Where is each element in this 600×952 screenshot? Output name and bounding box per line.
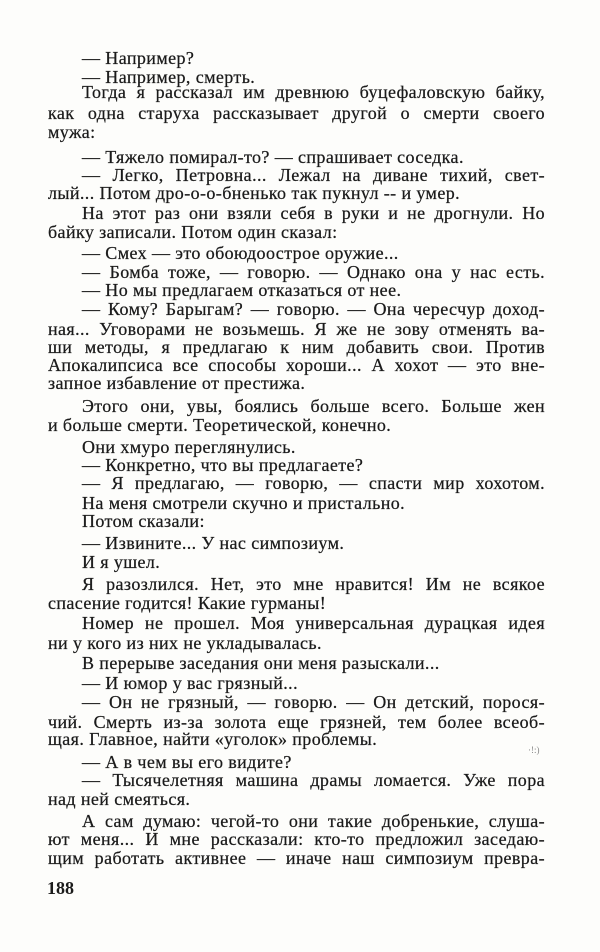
text-line: ши методы, я предлагаю к ним добавить свои. Против — [48, 337, 545, 357]
text-line: щая. Главное, найти «уголок» проблемы. — [48, 729, 378, 749]
text-line: — Извините... У нас симпозиум. — [82, 533, 345, 553]
text-line: чий. Смерть из-за золота еще грязней, тем более всеоб- — [48, 712, 545, 732]
text-line: как одна старуха рассказывает другой о смерти своего — [48, 103, 545, 123]
text-line: — Например? — [82, 48, 195, 68]
text-line: ни у кого из них не укладывалась. — [48, 633, 322, 653]
text-line: На этот раз они взяли себя в руки и не дрогнули. Но — [82, 203, 545, 223]
text-line: В перерыве заседания они меня разыскали... — [82, 653, 440, 673]
text-line: байку записали. Потом один сказал: — [48, 222, 338, 242]
text-line: — Кому? Барыгам? — говорю. — Она чересчур доход- — [82, 299, 545, 319]
text-line: Апокалипсиса все способы хороши... А хохот — это вне- — [48, 355, 545, 375]
text-line: мужа: — [48, 122, 96, 142]
text-line: щим работать активнее — иначе наш симпозиум превра- — [48, 848, 545, 868]
text-line: Номер не прошел. Моя универсальная дурацкая идея — [82, 613, 545, 633]
text-line: А сам думаю: чегой-то они такие добренькие, слуша- — [82, 811, 545, 831]
page-number: 188 — [47, 878, 74, 898]
text-line: — Конкретно, что вы предлагаете? — [82, 455, 364, 475]
text-line: — Например, смерть. — [82, 67, 256, 87]
text-line: запное избавление от престижа. — [48, 373, 306, 393]
text-line: спасение годится! Какие гурманы! — [48, 593, 327, 613]
text-line: над ней смеяться. — [48, 789, 191, 809]
text-line: И я ушел. — [82, 552, 161, 572]
text-line: — Он не грязный, — говорю. — Он детский, порося- — [82, 692, 545, 712]
text-line: На меня смотрели скучно и пристально. — [82, 493, 406, 513]
text-line: лый... Потом дро-о-о-бненько так пукнул -- и умер. — [48, 183, 461, 203]
text-line: — И юмор у вас грязный... — [82, 673, 298, 693]
text-line: ная... Уговорами не возьмешь. Я же не зову отменять ва- — [48, 319, 545, 339]
text-line: — Я предлагаю, — говорю, — спасти мир хохотом. — [82, 473, 545, 493]
text-line: — Смех — это обоюдоострое оружие... — [82, 243, 399, 263]
text-line: Они хмуро переглянулись. — [82, 437, 296, 457]
text-line: Я разозлился. Нет, это мне нравится! Им не всякое — [82, 574, 545, 594]
margin-mark: ·!:) — [528, 745, 540, 755]
text-line: — Легко, Петровна... Лежал на диване тихий, свет- — [82, 165, 545, 185]
text-line: Этого они, увы, боялись больше всего. Больше жен — [82, 396, 545, 416]
text-line: — Бомба тоже, — говорю. — Однако она у нас есть. — [82, 262, 545, 282]
text-line: — Тысячелетняя машина драмы ломается. Уже пора — [82, 770, 545, 790]
text-line: — Но мы предлагаем отказаться от нее. — [82, 280, 402, 300]
text-line: Потом сказали: — [82, 511, 205, 531]
text-line: и больше смерти. Теоретической, конечно. — [48, 415, 392, 435]
text-line: Тогда я рассказал им древнюю буцефаловскую байку, — [82, 82, 545, 102]
text-line: — Тяжело помирал-то? — спрашивает соседка. — [82, 147, 464, 167]
text-line: — А в чем вы его видите? — [82, 752, 292, 772]
text-line: ют меня... И мне рассказали: кто-то предложил заседаю- — [48, 829, 545, 849]
